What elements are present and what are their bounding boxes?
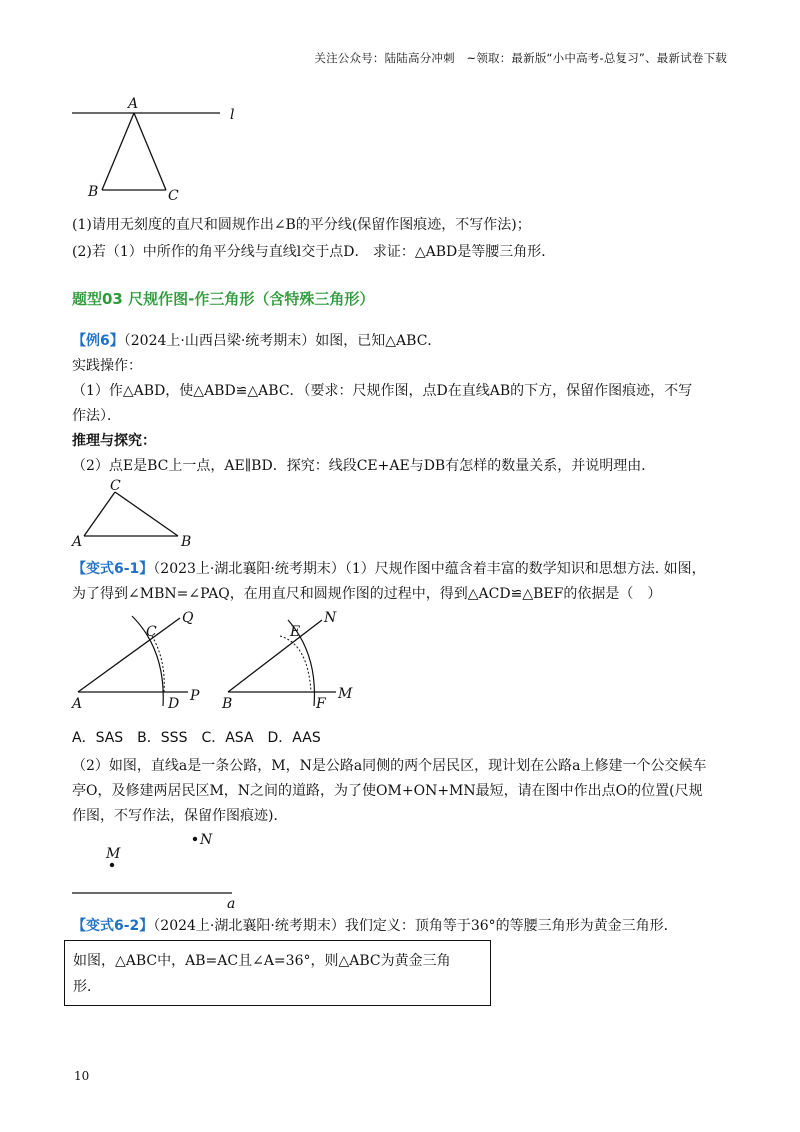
variant-6-1-part2a: （2）如图，直线a是一条公路，M，N是公路a同侧的两个居民区，现计划在公路a上修建一个公交候车 — [72, 758, 707, 774]
side-ac — [84, 492, 115, 536]
answer-options: A．SAS B．SSS C．ASA D．AAS — [72, 730, 321, 746]
label-b: B — [88, 184, 99, 200]
label-n: N — [200, 832, 213, 848]
variant-6-1-header — [72, 559, 706, 579]
variant-6-1-text: （2023上·湖北襄阳·统考期末）（1）尺规作图中蕴含着丰富的数学知识和思想方法. 如图， — [153, 561, 706, 577]
example-6-text: （2024上·山西吕梁·统考期末）如图，已知△ABC． — [123, 333, 442, 349]
label-n: N — [324, 610, 337, 626]
side-ab — [102, 113, 134, 190]
label-a: A — [128, 96, 139, 112]
page-number: 10 — [74, 1069, 90, 1083]
figure-angle-paq — [70, 608, 220, 716]
label-b: B — [181, 534, 192, 550]
example-6-part1a: （1）作△ABD，使△ABD≌△ABC．（要求：尺规作图，点D在直线AB的下方，保留作图痕迹，不写 — [72, 383, 693, 399]
page-header: 关注公众号：陆陆高分冲刺 ~领取：最新版“小中高考-总复习”、最新试卷下载 — [314, 51, 727, 65]
side-ac — [134, 113, 166, 190]
label-m: M — [338, 686, 353, 702]
figure-angle-mbn — [218, 608, 368, 716]
label-f: F — [316, 696, 326, 712]
label-q: Q — [182, 610, 194, 626]
label-m: M — [106, 846, 121, 862]
label-d: D — [168, 696, 180, 712]
variant-6-1-part2c: 作图，不写作法，保留作图痕迹)． — [72, 808, 288, 824]
section-title: 题型03 尺规作图-作三角形（含特殊三角形） — [72, 290, 375, 308]
point-n — [193, 837, 197, 841]
label-b: B — [222, 696, 233, 712]
variant-6-1-part2b: 亭O，及修建两居民区M，N之间的道路，为了使OM+ON+MN最短，请在图中作出点O的位置(尺规 — [72, 783, 703, 799]
label-l: l — [230, 107, 235, 123]
variant-6-2-text: （2024上·湖北襄阳·统考期末）我们定义：顶角等于36°的等腰三角形为黄金三角形． — [153, 918, 678, 934]
arc-dashed — [280, 636, 311, 692]
label-a: A — [72, 696, 83, 712]
example-6-part1b: 作法）． — [72, 408, 121, 424]
figure-triangle-line-l — [70, 95, 270, 210]
label-c: C — [168, 188, 179, 204]
point-m — [110, 863, 114, 867]
ray-aq — [78, 618, 180, 692]
label-p: P — [190, 688, 200, 704]
label-e: E — [290, 624, 301, 640]
question-2: (2)若（1）中所作的角平分线与直线l交于点D． 求证：△ABD是等腰三角形． — [72, 244, 556, 260]
ray-bn — [228, 620, 322, 692]
example-6-tag: 【例6】 — [72, 333, 124, 349]
definition-line-2: 形． — [73, 979, 101, 995]
variant-6-2-header — [72, 916, 678, 936]
figure-example-6-triangle — [70, 478, 210, 550]
example-6-part2: （2）点E是BC上一点，AE∥BD．探究：线段CE+AE与DB有怎样的数量关系，并说明理由． — [72, 458, 656, 474]
side-cb — [115, 492, 178, 536]
label-c: C — [110, 478, 121, 494]
figure-road-points — [70, 830, 250, 910]
definition-box — [64, 940, 491, 1006]
example-6-header — [72, 331, 441, 351]
definition-line-1: 如图，△ABC中，AB=AC且∠A=36°，则△ABC为黄金三角 — [73, 953, 451, 969]
label-a: A — [72, 534, 83, 550]
practice-label: 实践操作： — [72, 358, 142, 374]
variant-6-1-text2: 为了得到∠MBN=∠PAQ，在用直尺和圆规作图的过程中，得到△ACD≌△BEF的依据是（ ） — [72, 586, 662, 602]
variant-6-2-tag: 【变式6-2】 — [72, 918, 154, 934]
question-1: (1)请用无刻度的直尺和圆规作出∠B的平分线(保留作图痕迹，不写作法)； — [72, 217, 531, 233]
variant-6-1-tag: 【变式6-1】 — [72, 561, 154, 577]
label-a: a — [227, 896, 236, 910]
reasoning-label: 推理与探究： — [72, 433, 156, 449]
label-c: C — [146, 624, 157, 640]
